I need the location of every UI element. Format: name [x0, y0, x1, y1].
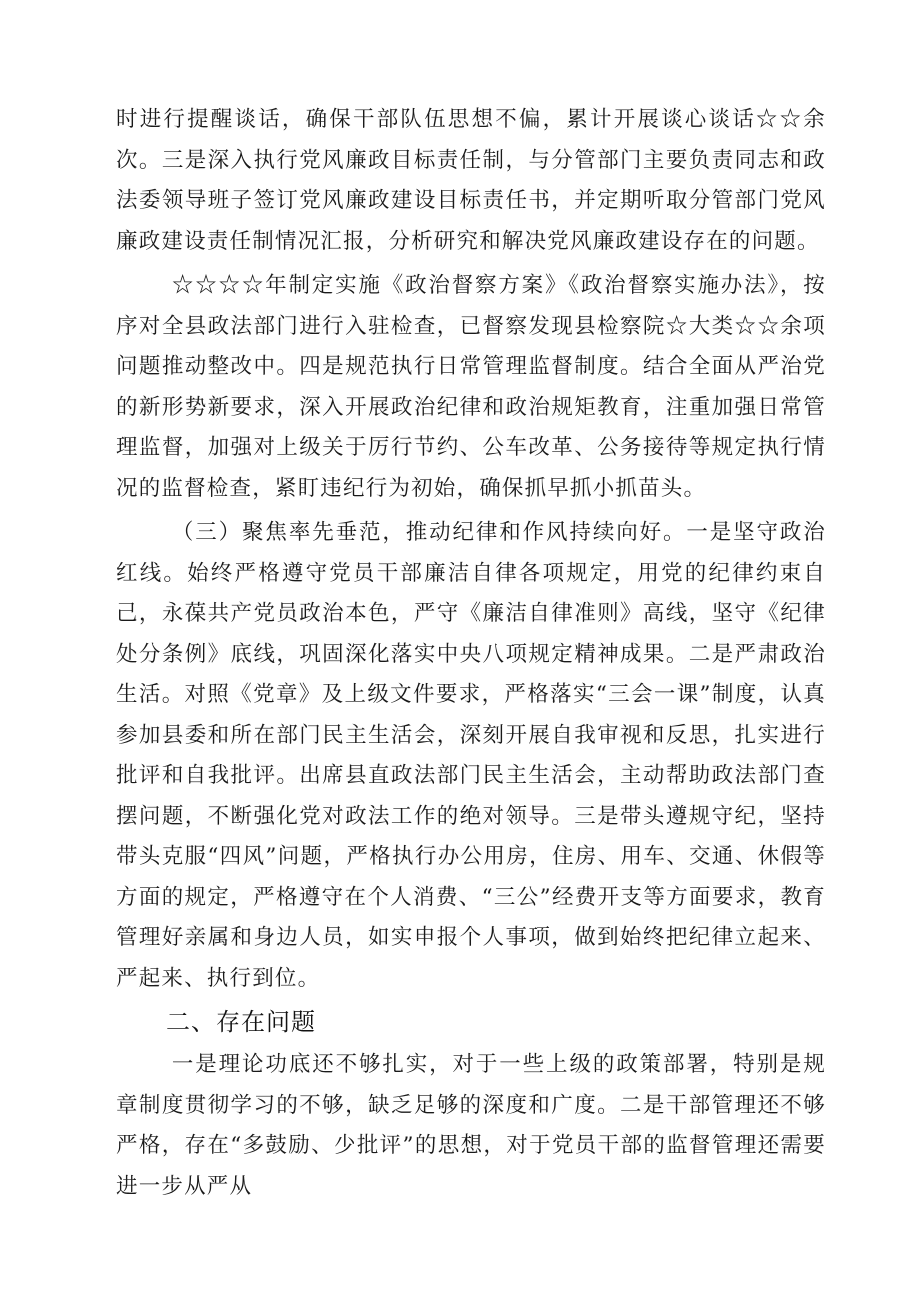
section-heading-problems: 二、存在问题 — [166, 1008, 316, 1036]
paragraph-problems: 一是理论功底还不够扎实，对于一些上级的政策部署，特别是规章制度贯彻学习的不够，缺乏足够的深度和广度。二是干部管理还不够严格，存在“多鼓励、少批评”的思想，对于党员干部的监督管理还需要进一步从严从 — [116, 1052, 826, 1199]
document-page — [116, 100, 826, 1207]
paragraph-continuation: 时进行提醒谈话，确保干部队伍思想不偏，累计开展谈心谈话☆☆余次。三是深入执行党风廉政目标责任制，与分管部门主要负责同志和政法委领导班子签订党风廉政建设目标责任书，并定期听取分管部门党风廉政建设责任制情况汇报，分析研究和解决党风廉政建设存在的问题。 — [116, 107, 826, 254]
paragraph-section-three: （三）聚焦率先垂范，推动纪律和作风持续向好。一是坚守政治红线。始终严格遵守党员干部廉洁自律各项规定，用党的纪律约束自己，永葆共产党员政治本色，严守《廉洁自律准则》高线，坚守《纪律处分条例》底线，巩固深化落实中央八项规定精神成果。二是严肃政治生活。对照《党章》及上级文件要求，严格落实“三会一课”制度，认真参加县委和所在部门民主生活会，深刻开展自我审视和反思，扎实进行批评和自我批评。出席县直政法部门民主生活会，主动帮助政法部门查摆问题，不断强化党对政法工作的绝对领导。三是带头遵规守纪，坚持带头克服“四风”问题，严格执行办公用房，住房、用车、交通、休假等方面的规定，严格遵守在个人消费、“三公”经费开支等方面要求，教育管理好亲属和身边人员，如实申报个人事项，做到始终把纪律立起来、严起来、执行到位。 — [116, 520, 826, 991]
paragraph-political-supervision: ☆☆☆☆年制定实施《政治督察方案》《政治督察实施办法》，按序对全县政法部门进行入驻检查，已督察发现县检察院☆大类☆☆余项问题推动整改中。四是规范执行日常管理监督制度。结合全面从严治党的新形势新要求，深入开展政治纪律和政治规矩教育，注重加强日常管理监督，加强对上级关于厉行节约、公车改革、公务接待等规定执行情况的监督检查，紧盯违纪行为初始，确保抓早抓小抓苗头。 — [116, 273, 826, 501]
